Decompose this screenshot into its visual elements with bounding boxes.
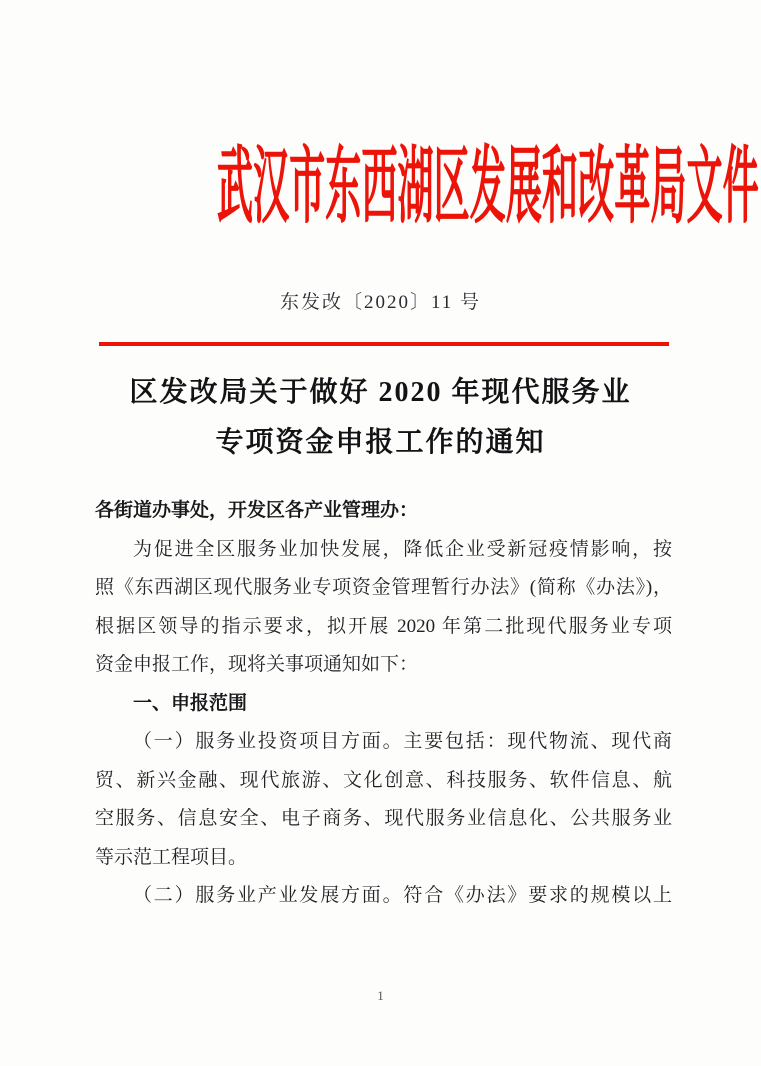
body-line: 为促进全区服务业加快发展，降低企业受新冠疫情影响，按 (133, 538, 672, 560)
body-line: 照《东西湖区现代服务业专项资金管理暂行办法》(简称《办法》)， (95, 577, 672, 598)
body-line: 空服务、信息安全、电子商务、现代服务业信息化、公共服务业 (95, 808, 672, 829)
body-line: 等示范工程项目。 (95, 846, 248, 868)
body-line: （二）服务业产业发展方面。符合《办法》要求的规模以上 (133, 885, 672, 906)
body-line: 资金申报工作，现将关事项通知如下： (95, 654, 419, 675)
document-number: 东发改〔2020〕11 号 (279, 292, 482, 313)
body-line: 一、申报范围 (133, 692, 248, 714)
document-title-line2: 专项资金申报工作的通知 (215, 427, 546, 458)
body-line: （一）服务业投资项目方面。主要包括：现代物流、现代商 (133, 731, 672, 752)
red-header-org-title: 武汉市东西湖区发展和改革局文件 (216, 141, 759, 234)
page-number: 1 (377, 988, 384, 1003)
red-separator-line (99, 342, 669, 346)
document-body (95, 492, 672, 916)
body-line: 各街道办事处，开发区各产业管理办： (95, 500, 419, 521)
document-title (0, 368, 761, 468)
document-title-line1: 区发改局关于做好 2020 年现代服务业 (129, 377, 632, 408)
body-line: 贸、新兴金融、现代旅游、文化创意、科技服务、软件信息、航 (95, 769, 672, 791)
body-line: 根据区领导的指示要求，拟开展 2020 年第二批现代服务业专项 (95, 615, 672, 637)
